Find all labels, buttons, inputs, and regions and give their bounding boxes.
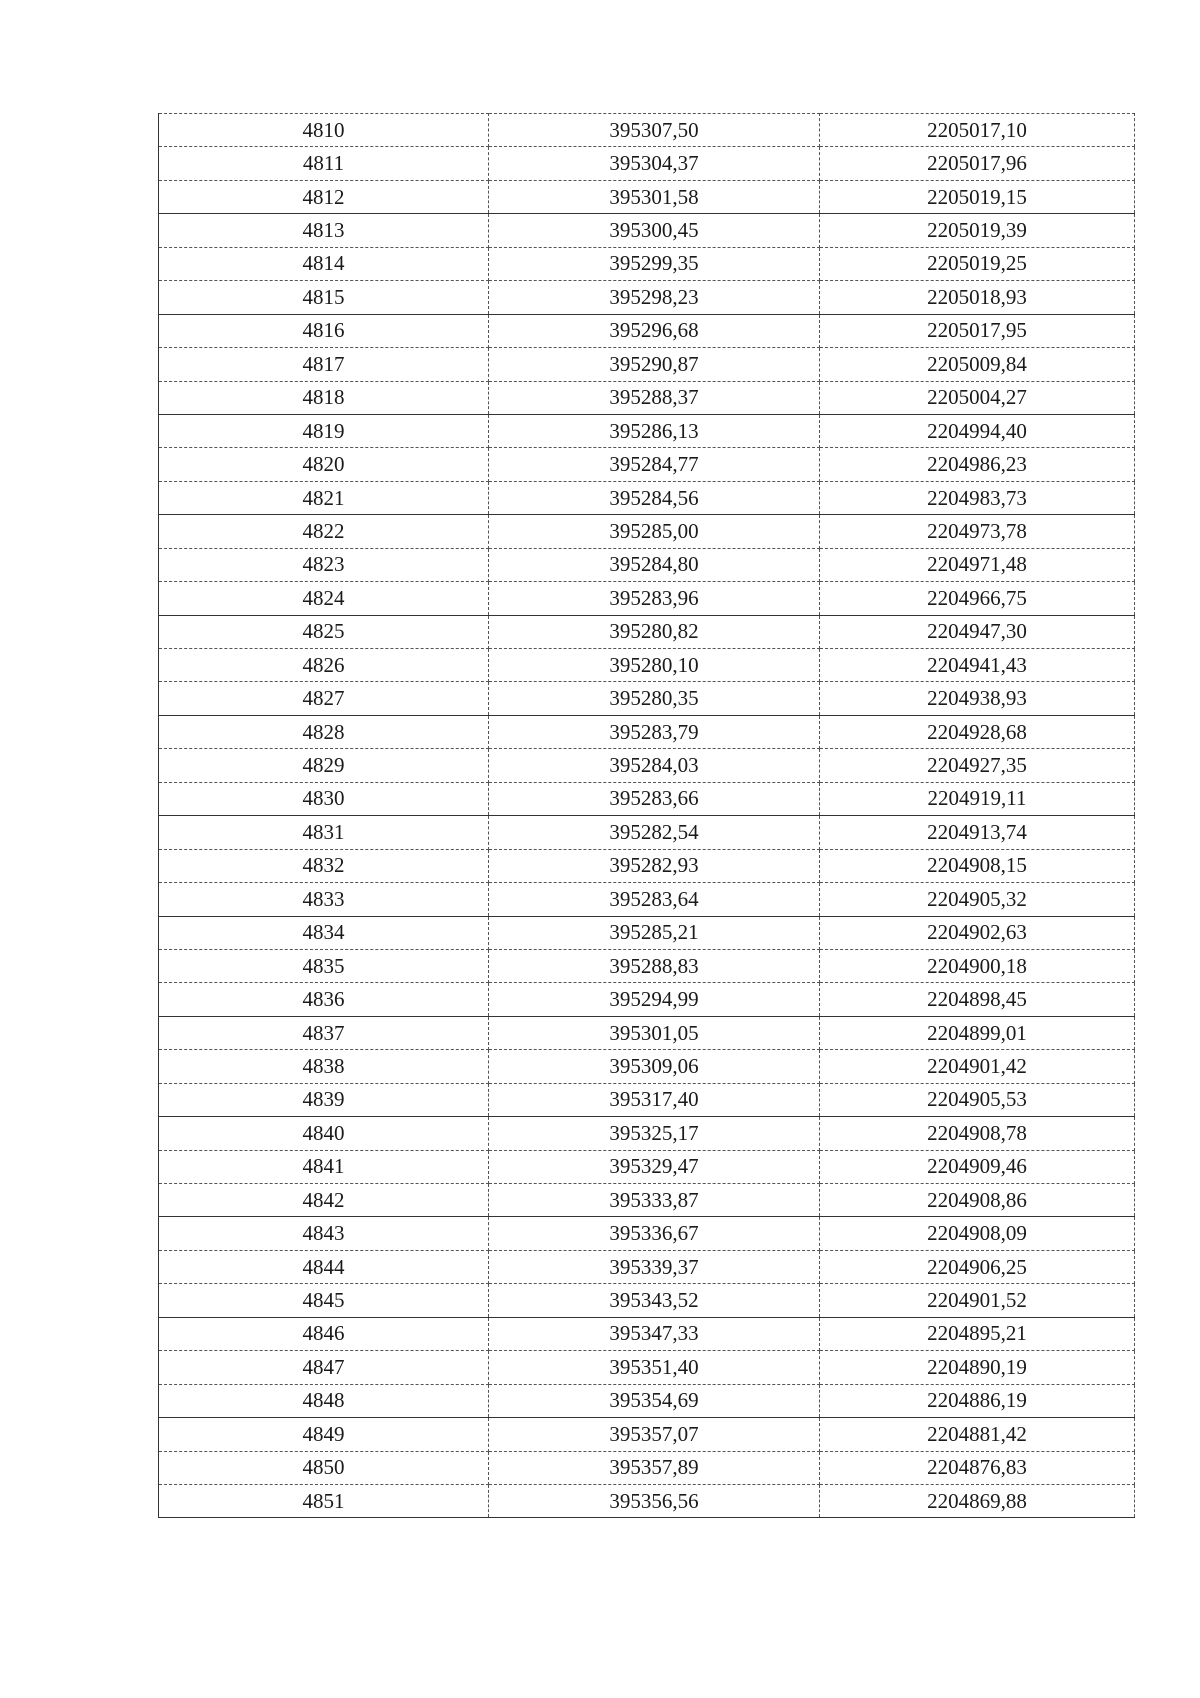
y-coordinate-cell: 2205017,95 bbox=[820, 314, 1135, 347]
y-coordinate-cell: 2205004,27 bbox=[820, 381, 1135, 414]
point-number-cell: 4827 bbox=[159, 682, 489, 715]
table-row bbox=[159, 180, 1135, 213]
point-number-cell: 4838 bbox=[159, 1050, 489, 1083]
y-coordinate-cell: 2204906,25 bbox=[820, 1250, 1135, 1283]
point-number-cell: 4840 bbox=[159, 1117, 489, 1150]
x-coordinate-cell: 395288,83 bbox=[489, 949, 820, 982]
point-number-cell: 4828 bbox=[159, 715, 489, 748]
point-number-cell: 4818 bbox=[159, 381, 489, 414]
table-row bbox=[159, 916, 1135, 949]
table-row bbox=[159, 314, 1135, 347]
y-coordinate-cell: 2204899,01 bbox=[820, 1016, 1135, 1049]
y-coordinate-cell: 2204971,48 bbox=[820, 548, 1135, 581]
x-coordinate-cell: 395307,50 bbox=[489, 114, 820, 147]
x-coordinate-cell: 395347,33 bbox=[489, 1317, 820, 1350]
table-row bbox=[159, 1418, 1135, 1451]
x-coordinate-cell: 395284,77 bbox=[489, 448, 820, 481]
y-coordinate-cell: 2205019,25 bbox=[820, 247, 1135, 280]
y-coordinate-cell: 2204919,11 bbox=[820, 782, 1135, 815]
x-coordinate-cell: 395333,87 bbox=[489, 1184, 820, 1217]
table-row bbox=[159, 949, 1135, 982]
x-coordinate-cell: 395283,79 bbox=[489, 715, 820, 748]
point-number-cell: 4814 bbox=[159, 247, 489, 280]
point-number-cell: 4843 bbox=[159, 1217, 489, 1250]
point-number-cell: 4833 bbox=[159, 883, 489, 916]
y-coordinate-cell: 2204890,19 bbox=[820, 1351, 1135, 1384]
x-coordinate-cell: 395298,23 bbox=[489, 281, 820, 314]
table-row bbox=[159, 481, 1135, 514]
y-coordinate-cell: 2204900,18 bbox=[820, 949, 1135, 982]
table-row bbox=[159, 147, 1135, 180]
point-number-cell: 4851 bbox=[159, 1484, 489, 1517]
point-number-cell: 4829 bbox=[159, 749, 489, 782]
table-row bbox=[159, 782, 1135, 815]
point-number-cell: 4826 bbox=[159, 649, 489, 682]
table-row bbox=[159, 1451, 1135, 1484]
x-coordinate-cell: 395286,13 bbox=[489, 414, 820, 447]
x-coordinate-cell: 395285,00 bbox=[489, 515, 820, 548]
y-coordinate-cell: 2205017,10 bbox=[820, 114, 1135, 147]
table-row bbox=[159, 649, 1135, 682]
point-number-cell: 4850 bbox=[159, 1451, 489, 1484]
point-number-cell: 4842 bbox=[159, 1184, 489, 1217]
y-coordinate-cell: 2204928,68 bbox=[820, 715, 1135, 748]
table-row bbox=[159, 348, 1135, 381]
y-coordinate-cell: 2204966,75 bbox=[820, 582, 1135, 615]
table-row bbox=[159, 1317, 1135, 1350]
table-row bbox=[159, 381, 1135, 414]
x-coordinate-cell: 395280,82 bbox=[489, 615, 820, 648]
x-coordinate-cell: 395283,66 bbox=[489, 782, 820, 815]
table-row bbox=[159, 1484, 1135, 1517]
y-coordinate-cell: 2204941,43 bbox=[820, 649, 1135, 682]
x-coordinate-cell: 395280,10 bbox=[489, 649, 820, 682]
table-row bbox=[159, 548, 1135, 581]
x-coordinate-cell: 395309,06 bbox=[489, 1050, 820, 1083]
y-coordinate-cell: 2204895,21 bbox=[820, 1317, 1135, 1350]
y-coordinate-cell: 2204908,09 bbox=[820, 1217, 1135, 1250]
x-coordinate-cell: 395285,21 bbox=[489, 916, 820, 949]
table-row bbox=[159, 1050, 1135, 1083]
coordinates-table bbox=[158, 113, 1135, 1518]
x-coordinate-cell: 395354,69 bbox=[489, 1384, 820, 1417]
table-row bbox=[159, 1150, 1135, 1183]
x-coordinate-cell: 395329,47 bbox=[489, 1150, 820, 1183]
table-row bbox=[159, 1184, 1135, 1217]
point-number-cell: 4846 bbox=[159, 1317, 489, 1350]
y-coordinate-cell: 2204913,74 bbox=[820, 816, 1135, 849]
x-coordinate-cell: 395357,07 bbox=[489, 1418, 820, 1451]
point-number-cell: 4845 bbox=[159, 1284, 489, 1317]
y-coordinate-cell: 2204901,52 bbox=[820, 1284, 1135, 1317]
point-number-cell: 4835 bbox=[159, 949, 489, 982]
y-coordinate-cell: 2204947,30 bbox=[820, 615, 1135, 648]
point-number-cell: 4824 bbox=[159, 582, 489, 615]
y-coordinate-cell: 2205019,15 bbox=[820, 180, 1135, 213]
table-row bbox=[159, 749, 1135, 782]
x-coordinate-cell: 395301,05 bbox=[489, 1016, 820, 1049]
y-coordinate-cell: 2204909,46 bbox=[820, 1150, 1135, 1183]
x-coordinate-cell: 395284,56 bbox=[489, 481, 820, 514]
point-number-cell: 4819 bbox=[159, 414, 489, 447]
point-number-cell: 4847 bbox=[159, 1351, 489, 1384]
point-number-cell: 4836 bbox=[159, 983, 489, 1016]
y-coordinate-cell: 2205018,93 bbox=[820, 281, 1135, 314]
y-coordinate-cell: 2204908,86 bbox=[820, 1184, 1135, 1217]
y-coordinate-cell: 2205017,96 bbox=[820, 147, 1135, 180]
table-row bbox=[159, 983, 1135, 1016]
x-coordinate-cell: 395300,45 bbox=[489, 214, 820, 247]
point-number-cell: 4822 bbox=[159, 515, 489, 548]
y-coordinate-cell: 2204938,93 bbox=[820, 682, 1135, 715]
point-number-cell: 4839 bbox=[159, 1083, 489, 1116]
x-coordinate-cell: 395343,52 bbox=[489, 1284, 820, 1317]
x-coordinate-cell: 395294,99 bbox=[489, 983, 820, 1016]
x-coordinate-cell: 395301,58 bbox=[489, 180, 820, 213]
table-row bbox=[159, 1351, 1135, 1384]
y-coordinate-cell: 2205009,84 bbox=[820, 348, 1135, 381]
x-coordinate-cell: 395282,54 bbox=[489, 816, 820, 849]
table-row bbox=[159, 682, 1135, 715]
table-row bbox=[159, 816, 1135, 849]
x-coordinate-cell: 395351,40 bbox=[489, 1351, 820, 1384]
y-coordinate-cell: 2204905,32 bbox=[820, 883, 1135, 916]
x-coordinate-cell: 395317,40 bbox=[489, 1083, 820, 1116]
point-number-cell: 4825 bbox=[159, 615, 489, 648]
y-coordinate-cell: 2204869,88 bbox=[820, 1484, 1135, 1517]
x-coordinate-cell: 395282,93 bbox=[489, 849, 820, 882]
x-coordinate-cell: 395339,37 bbox=[489, 1250, 820, 1283]
x-coordinate-cell: 395280,35 bbox=[489, 682, 820, 715]
y-coordinate-cell: 2204898,45 bbox=[820, 983, 1135, 1016]
x-coordinate-cell: 395288,37 bbox=[489, 381, 820, 414]
point-number-cell: 4830 bbox=[159, 782, 489, 815]
y-coordinate-cell: 2204973,78 bbox=[820, 515, 1135, 548]
table-row bbox=[159, 1250, 1135, 1283]
x-coordinate-cell: 395283,96 bbox=[489, 582, 820, 615]
point-number-cell: 4815 bbox=[159, 281, 489, 314]
table-row bbox=[159, 849, 1135, 882]
x-coordinate-cell: 395284,80 bbox=[489, 548, 820, 581]
table-row bbox=[159, 1384, 1135, 1417]
y-coordinate-cell: 2204876,83 bbox=[820, 1451, 1135, 1484]
point-number-cell: 4831 bbox=[159, 816, 489, 849]
point-number-cell: 4817 bbox=[159, 348, 489, 381]
table-row bbox=[159, 1217, 1135, 1250]
y-coordinate-cell: 2204886,19 bbox=[820, 1384, 1135, 1417]
y-coordinate-cell: 2204905,53 bbox=[820, 1083, 1135, 1116]
y-coordinate-cell: 2204902,63 bbox=[820, 916, 1135, 949]
y-coordinate-cell: 2204986,23 bbox=[820, 448, 1135, 481]
y-coordinate-cell: 2204994,40 bbox=[820, 414, 1135, 447]
point-number-cell: 4812 bbox=[159, 180, 489, 213]
table-row bbox=[159, 281, 1135, 314]
table-row bbox=[159, 515, 1135, 548]
table-row bbox=[159, 1284, 1135, 1317]
point-number-cell: 4832 bbox=[159, 849, 489, 882]
y-coordinate-cell: 2204881,42 bbox=[820, 1418, 1135, 1451]
point-number-cell: 4813 bbox=[159, 214, 489, 247]
y-coordinate-cell: 2204983,73 bbox=[820, 481, 1135, 514]
point-number-cell: 4810 bbox=[159, 114, 489, 147]
y-coordinate-cell: 2205019,39 bbox=[820, 214, 1135, 247]
table-row bbox=[159, 247, 1135, 280]
table-row bbox=[159, 114, 1135, 147]
table-row bbox=[159, 1117, 1135, 1150]
point-number-cell: 4834 bbox=[159, 916, 489, 949]
point-number-cell: 4841 bbox=[159, 1150, 489, 1183]
x-coordinate-cell: 395296,68 bbox=[489, 314, 820, 347]
table-row bbox=[159, 715, 1135, 748]
point-number-cell: 4848 bbox=[159, 1384, 489, 1417]
point-number-cell: 4821 bbox=[159, 481, 489, 514]
table-row bbox=[159, 414, 1135, 447]
x-coordinate-cell: 395290,87 bbox=[489, 348, 820, 381]
coordinates-table-body bbox=[159, 114, 1135, 1518]
table-row bbox=[159, 615, 1135, 648]
x-coordinate-cell: 395304,37 bbox=[489, 147, 820, 180]
point-number-cell: 4820 bbox=[159, 448, 489, 481]
y-coordinate-cell: 2204901,42 bbox=[820, 1050, 1135, 1083]
x-coordinate-cell: 395336,67 bbox=[489, 1217, 820, 1250]
point-number-cell: 4823 bbox=[159, 548, 489, 581]
point-number-cell: 4837 bbox=[159, 1016, 489, 1049]
point-number-cell: 4844 bbox=[159, 1250, 489, 1283]
x-coordinate-cell: 395284,03 bbox=[489, 749, 820, 782]
x-coordinate-cell: 395357,89 bbox=[489, 1451, 820, 1484]
table-row bbox=[159, 1016, 1135, 1049]
point-number-cell: 4816 bbox=[159, 314, 489, 347]
point-number-cell: 4849 bbox=[159, 1418, 489, 1451]
y-coordinate-cell: 2204927,35 bbox=[820, 749, 1135, 782]
x-coordinate-cell: 395325,17 bbox=[489, 1117, 820, 1150]
table-row bbox=[159, 448, 1135, 481]
point-number-cell: 4811 bbox=[159, 147, 489, 180]
x-coordinate-cell: 395356,56 bbox=[489, 1484, 820, 1517]
x-coordinate-cell: 395283,64 bbox=[489, 883, 820, 916]
table-row bbox=[159, 1083, 1135, 1116]
table-row bbox=[159, 582, 1135, 615]
y-coordinate-cell: 2204908,78 bbox=[820, 1117, 1135, 1150]
y-coordinate-cell: 2204908,15 bbox=[820, 849, 1135, 882]
x-coordinate-cell: 395299,35 bbox=[489, 247, 820, 280]
table-row bbox=[159, 214, 1135, 247]
table-row bbox=[159, 883, 1135, 916]
